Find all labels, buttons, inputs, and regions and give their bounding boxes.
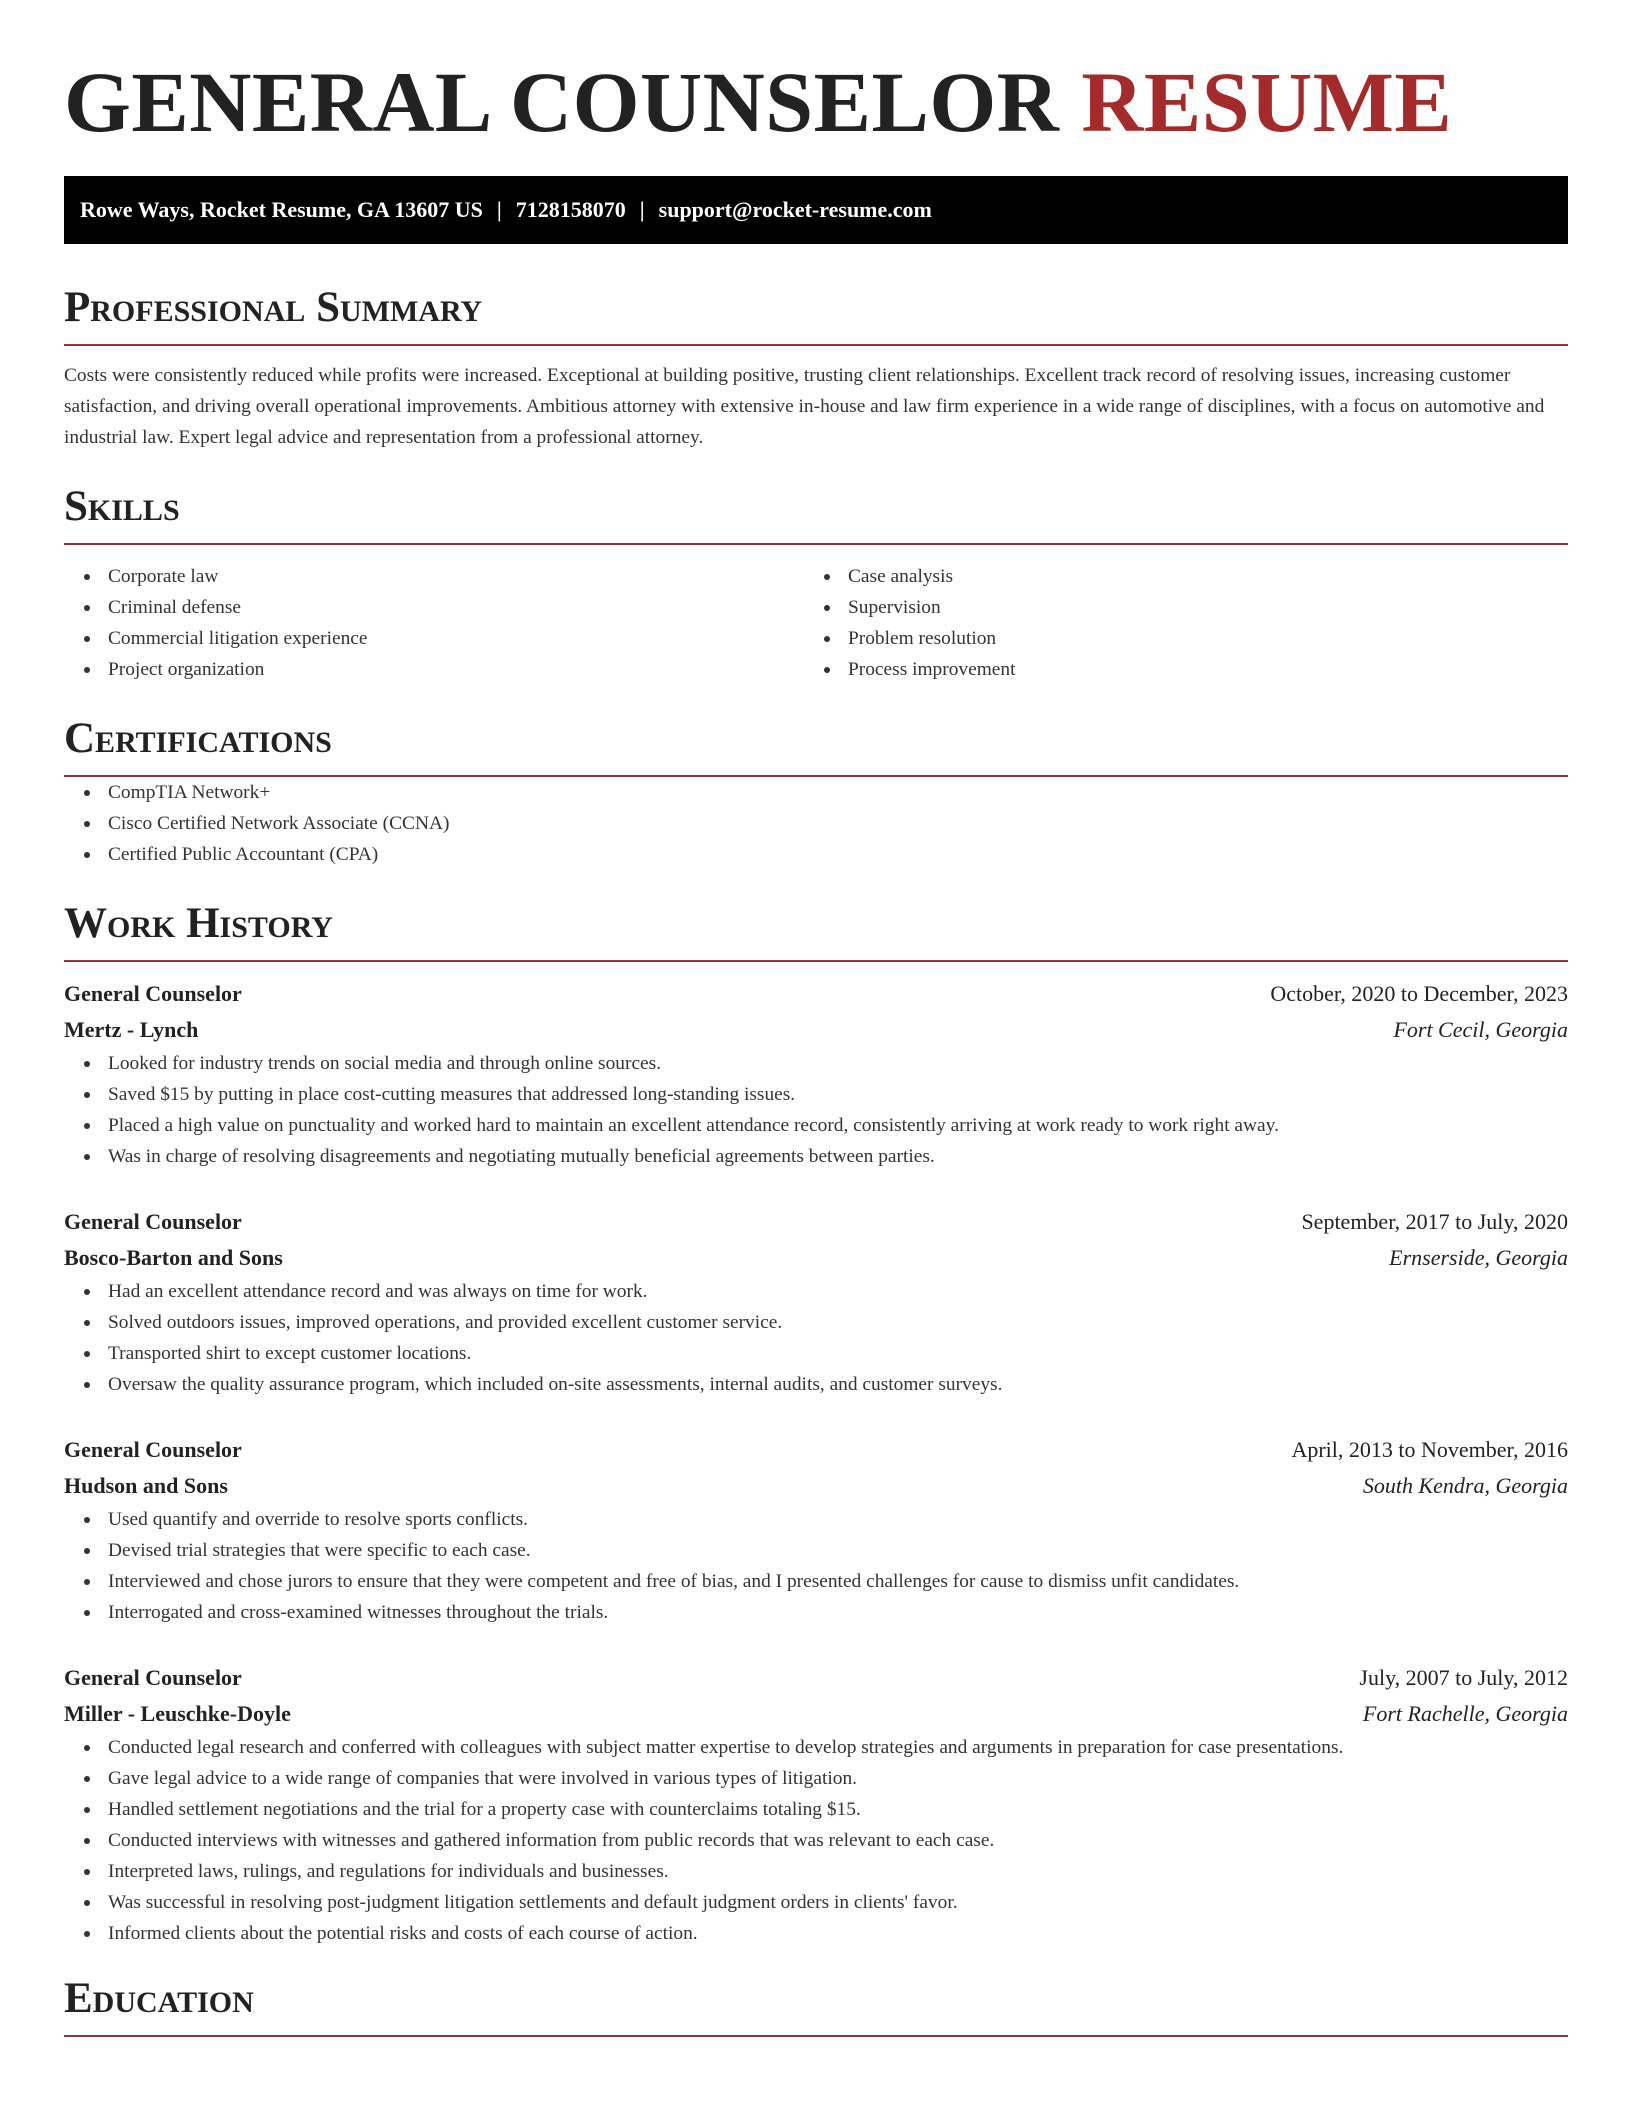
certifications-list [64,777,1568,870]
list-item: Transported shirt to except customer locations. [64,1338,1568,1369]
list-item: Interpreted laws, rulings, and regulations for individuals and businesses. [64,1856,1568,1887]
list-item: Informed clients about the potential risks and costs of each course of action. [64,1918,1568,1949]
list-item: Had an excellent attendance record and was always on time for work. [64,1276,1568,1307]
list-item: Looked for industry trends on social media and through online sources. [64,1048,1568,1079]
skills-section [64,483,1568,685]
list-item: Corporate law [64,561,804,592]
list-item: Case analysis [804,561,1544,592]
job-entry [64,1660,1568,1949]
list-item: Devised trial strategies that were specific to each case. [64,1535,1568,1566]
job-location: Fort Cecil, Georgia [1393,1017,1568,1042]
list-item: Interviewed and chose jurors to ensure that they were competent and free of bias, and I presented challenges for cause to dismiss unfit candidates. [64,1566,1568,1597]
list-item: Commercial litigation experience [64,623,804,654]
education-heading: Education [64,1975,1568,2037]
title-main: GENERAL COUNSELOR [64,54,1060,150]
list-item: Conducted legal research and conferred with colleagues with subject matter expertise to develop strategies and arguments in preparation for case presentations. [64,1732,1568,1763]
job-entry [64,976,1568,1172]
skills-list-right [804,561,1544,685]
job-company-row [64,1012,1568,1048]
list-item: Oversaw the quality assurance program, which included on-site assessments, internal audits, and customer surveys. [64,1369,1568,1400]
summary-text: Costs were consistently reduced while profits were increased. Exceptional at building positive, trusting client relationships. Excellent track record of resolving issues, increasing customer satisfaction, and driving overall operational improvements. Ambitious attorney with extensive in-house and law firm experience in a wide range of disciplines, with a focus on automotive and industrial law. Expert legal advice and representation from a professional attorney. [64,365,1545,448]
job-bullets [64,1732,1568,1949]
contact-separator: | [639,197,645,222]
contact-phone: 7128158070 [515,197,626,222]
job-title: General Counselor [64,1437,242,1462]
job-bullets [64,1504,1568,1628]
work-history-section [64,900,1568,1949]
education-section [64,1975,1568,2037]
list-item: Solved outdoors issues, improved operations, and provided excellent customer service. [64,1307,1568,1338]
list-item: Gave legal advice to a wide range of companies that were involved in various types of litigation. [64,1763,1568,1794]
contact-email: support@rocket-resume.com [658,197,932,222]
job-title-row [64,1204,1568,1240]
list-item: Was successful in resolving post-judgment litigation settlements and default judgment orders in clients' favor. [64,1887,1568,1918]
list-item: CompTIA Network+ [64,777,1568,808]
skills-column-left [64,561,804,685]
skills-heading: Skills [64,483,1568,545]
job-location: Fort Rachelle, Georgia [1362,1701,1568,1726]
list-item: Criminal defense [64,592,804,623]
list-item: Used quantify and override to resolve sports conflicts. [64,1504,1568,1535]
skills-column-right [804,561,1544,685]
job-company-row [64,1696,1568,1732]
contact-separator: | [496,197,502,222]
job-company: Miller - Leuschke-Doyle [64,1701,291,1726]
skills-grid [64,561,1568,685]
job-company: Hudson and Sons [64,1473,228,1498]
job-title: General Counselor [64,981,242,1006]
summary-heading: Professional Summary [64,284,1568,346]
job-title-row [64,1660,1568,1696]
job-bullets [64,1276,1568,1400]
job-company-row [64,1240,1568,1276]
job-entry [64,1432,1568,1628]
job-bullets [64,1048,1568,1172]
title-accent: RESUME [1081,54,1453,150]
job-title: General Counselor [64,1209,242,1234]
contact-bar [64,176,1568,244]
list-item: Process improvement [804,654,1544,685]
job-dates: April, 2013 to November, 2016 [1291,1437,1568,1462]
job-title: General Counselor [64,1665,242,1690]
job-company: Mertz - Lynch [64,1017,199,1042]
list-item: Handled settlement negotiations and the trial for a property case with counterclaims totaling $15. [64,1794,1568,1825]
list-item: Certified Public Accountant (CPA) [64,839,1568,870]
contact-address: Rowe Ways, Rocket Resume, GA 13607 US [80,197,483,222]
job-title-row [64,976,1568,1012]
job-dates: September, 2017 to July, 2020 [1301,1209,1568,1234]
job-title-row [64,1432,1568,1468]
list-item: Placed a high value on punctuality and worked hard to maintain an excellent attendance record, consistently arriving at work ready to work right away. [64,1110,1568,1141]
job-location: Ernserside, Georgia [1389,1245,1568,1270]
list-item: Interrogated and cross-examined witnesses throughout the trials. [64,1597,1568,1628]
list-item: Supervision [804,592,1544,623]
summary-section [64,284,1568,453]
job-location: South Kendra, Georgia [1362,1473,1568,1498]
list-item: Project organization [64,654,804,685]
list-item: Saved $15 by putting in place cost-cutting measures that addressed long-standing issues. [64,1079,1568,1110]
job-dates: July, 2007 to July, 2012 [1359,1665,1568,1690]
jobs-list [64,976,1568,1949]
list-item: Problem resolution [804,623,1544,654]
certifications-section [64,715,1568,870]
list-item: Was in charge of resolving disagreements and negotiating mutually beneficial agreements between parties. [64,1141,1568,1172]
job-company-row [64,1468,1568,1504]
certifications-heading: Certifications [64,715,1568,777]
job-entry [64,1204,1568,1400]
job-company: Bosco-Barton and Sons [64,1245,283,1270]
skills-list-left [64,561,804,685]
resume-content [64,52,1568,2037]
list-item: Conducted interviews with witnesses and gathered information from public records that was relevant to each case. [64,1825,1568,1856]
job-dates: October, 2020 to December, 2023 [1270,981,1568,1006]
resume-title [64,52,1568,152]
list-item: Cisco Certified Network Associate (CCNA) [64,808,1568,839]
work-history-heading: Work History [64,900,1568,962]
